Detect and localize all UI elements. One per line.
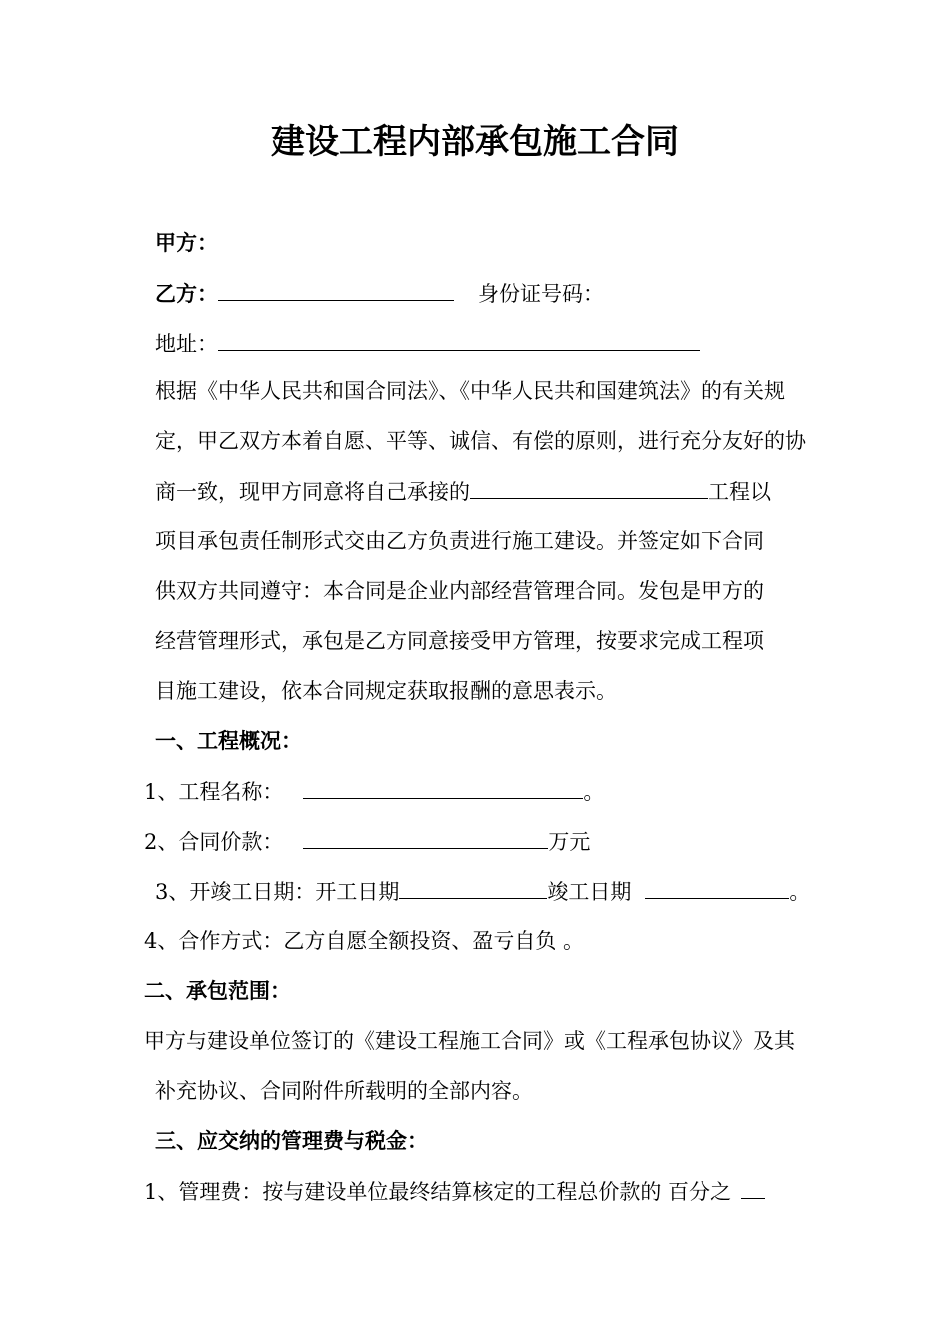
intro-line: 供双方共同遵守：本合同是企业内部经营管理合同。发包是甲方的: [155, 579, 764, 603]
contract-price-field[interactable]: [303, 826, 548, 849]
price-unit: 万元: [548, 830, 591, 854]
page-title: 建设工程内部承包施工合同: [271, 122, 679, 162]
contract-price-label: 2、合同价款：: [144, 830, 284, 854]
intro-line: [155, 476, 771, 507]
management-fee-row: [144, 1176, 765, 1207]
scope-line: 补充协议、合同附件所载明的全部内容。: [155, 1079, 533, 1103]
end-date-field[interactable]: [645, 876, 789, 899]
intro-line: 目施工建设，依本合同规定获取报酬的意思表示。: [155, 679, 617, 703]
management-fee-text: 1、管理费：按与建设单位最终结算核定的工程总价款的 百分之: [144, 1180, 732, 1204]
intro-line: 根据《中华人民共和国合同法》、《中华人民共和国建筑法》的有关规: [155, 379, 785, 403]
start-date-field[interactable]: [399, 876, 547, 899]
intro-text: 商一致，现甲方同意将自己承接的: [155, 480, 470, 504]
scope-line: 甲方与建设单位签订的《建设工程施工合同》或《工程承包协议》及其: [144, 1029, 795, 1053]
project-name-label: 1、工程名称：: [144, 780, 284, 804]
intro-line: 项目承包责任制形式交由乙方负责进行施工建设。并签定如下合同: [155, 529, 764, 553]
intro-line: 定，甲乙双方本着自愿、平等、诚信、有偿的原则，进行充分友好的协: [155, 429, 806, 453]
section-heading: 三、应交纳的管理费与税金：: [155, 1128, 428, 1153]
project-name-row: [144, 776, 604, 807]
punctuation: 。: [789, 880, 811, 904]
section-heading: 二、承包范围：: [144, 978, 291, 1003]
start-date-label: 3、开竣工日期：开工日期: [155, 880, 400, 904]
address-label: 地址：: [155, 332, 218, 356]
id-number-label: 身份证号码：: [478, 282, 604, 306]
end-date-label: 竣工日期: [547, 880, 632, 904]
party-b-label: 乙方：: [155, 281, 218, 306]
section-heading: 一、工程概况：: [155, 728, 302, 753]
party-a-label: 甲方：: [155, 230, 218, 255]
contract-price-row: [144, 826, 590, 857]
cooperation-mode: 4、合作方式：乙方自愿全额投资、盈亏自负 。: [144, 929, 585, 953]
punctuation: 。: [583, 780, 605, 804]
project-name-blank[interactable]: [470, 476, 708, 499]
dates-row: [155, 876, 810, 907]
project-name-field[interactable]: [303, 776, 583, 799]
intro-text: 工程以: [708, 480, 771, 504]
address-blank[interactable]: [218, 328, 700, 351]
address-row: [155, 328, 700, 359]
intro-line: 经营管理形式，承包是乙方同意接受甲方管理，按要求完成工程项: [155, 629, 764, 653]
percentage-field[interactable]: [741, 1176, 765, 1199]
party-b-blank[interactable]: [218, 278, 454, 301]
party-b-row: [155, 278, 604, 309]
